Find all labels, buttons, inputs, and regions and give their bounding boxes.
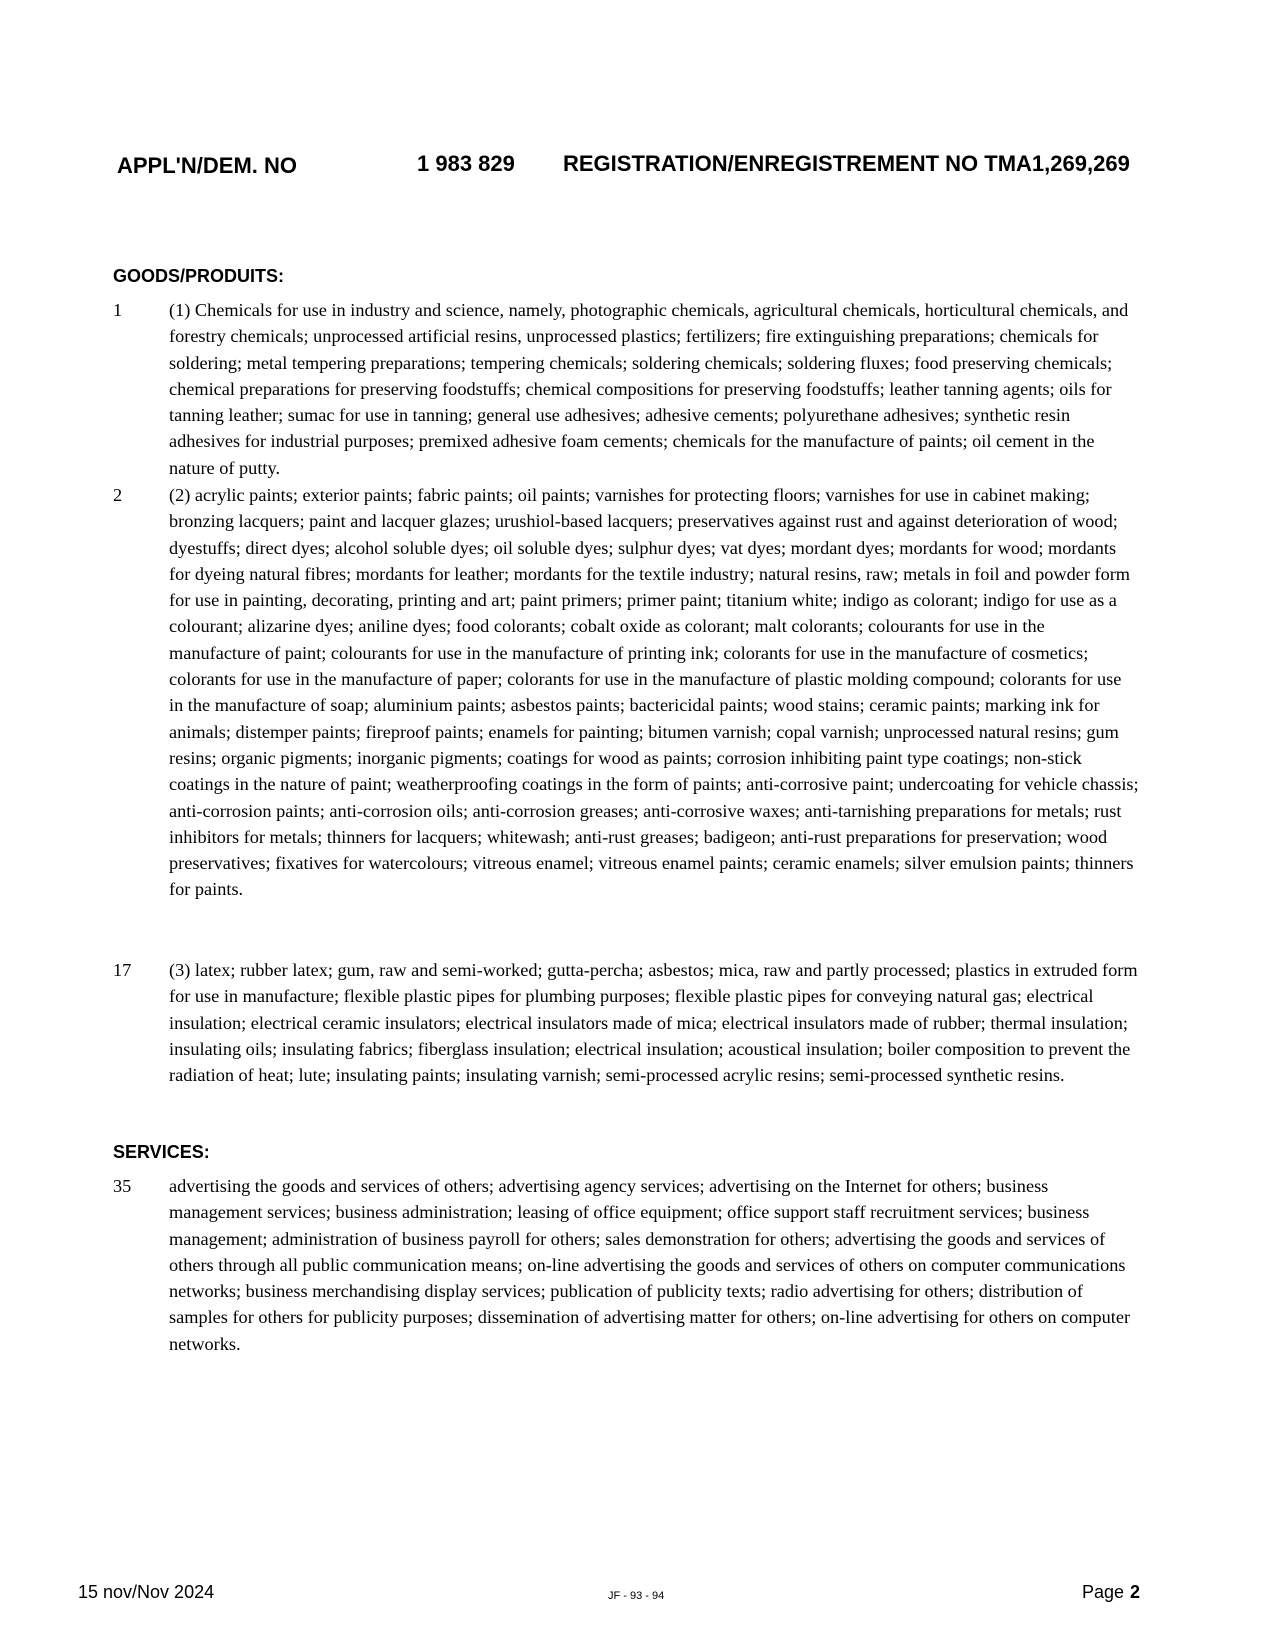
goods-heading: GOODS/PRODUITS:: [113, 266, 285, 286]
registration-number: REGISTRATION/ENREGISTREMENT NO TMA1,269,269: [563, 151, 1130, 176]
nice-class-number: 1: [113, 300, 123, 320]
services-description: advertising the goods and services of others; advertising agency services; advertising on the Internet for others; business management services; business administration; leasing of office equipment; office support staff recruitment services; business management; administration of business payroll for others; sales demonstration for others; advertising the goods and services of others through all public communication means; on-line advertising the goods and services of others on computer communications networks; business merchandising display services; publication of publicity texts; radio advertising for others; distribution of samples for others for publicity purposes; dissemination of advertising matter for others; on-line advertising for others on computer networks.: [169, 1176, 1131, 1354]
application-number: 1 983 829: [417, 151, 515, 176]
goods-entry: [113, 297, 1143, 481]
page-number: 2: [1130, 1582, 1141, 1602]
footer-date: 15 nov/Nov 2024: [78, 1582, 215, 1602]
goods-entry: [113, 482, 1143, 903]
goods-description: (3) latex; rubber latex; gum, raw and semi-worked; gutta-percha; asbestos; mica, raw and partly processed; plastics in extruded form for use in manufacture; flexible plastic pipes for plumbing purposes; flexible plastic pipes for conveying natural gas; electrical insulation; electrical ceramic insulators; electrical insulators made of mica; electrical insulators made of rubber; thermal insulation; insulating oils; insulating fabrics; fiberglass insulation; electrical insulation; acoustical insulation; boiler composition to prevent the radiation of heat; lute; insulating paints; insulating varnish; semi-processed acrylic resins; semi-processed synthetic resins.: [169, 960, 1138, 1086]
page-label: Page: [1082, 1582, 1125, 1602]
goods-entry: [113, 957, 1143, 1088]
nice-class-number: 17: [113, 960, 132, 980]
goods-description: (1) Chemicals for use in industry and science, namely, photographic chemicals, agricultural chemicals, horticultural chemicals, and forestry chemicals; unprocessed artificial resins, unprocessed plastics; fertilizers; fire extinguishing preparations; chemicals for soldering; metal tempering preparations; tempering chemicals; soldering chemicals; soldering fluxes; food preserving chemicals; chemical preparations for preserving foodstuffs; chemical compositions for preserving foodstuffs; leather tanning agents; oils for tanning leather; sumac for use in tanning; general use adhesives; adhesive cements; polyurethane adhesives; synthetic resin adhesives for industrial purposes; premixed adhesive foam cements; chemicals for the manufacture of paints; oil cement in the nature of putty.: [169, 300, 1129, 478]
services-heading: SERVICES:: [113, 1142, 210, 1162]
application-number-label: APPL'N/DEM. NO: [117, 153, 298, 178]
footer-journal-code: JF - 93 - 94: [608, 1590, 665, 1602]
footer-page: [1082, 1582, 1140, 1603]
nice-class-number: 2: [113, 485, 123, 505]
nice-class-number: 35: [113, 1176, 132, 1196]
goods-description: (2) acrylic paints; exterior paints; fabric paints; oil paints; varnishes for protecting floors; varnishes for use in cabinet making; bronzing lacquers; paint and lacquer glazes; urushiol-based lacquers; preservatives against rust and against deterioration of wood; dyestuffs; direct dyes; alcohol soluble dyes; oil soluble dyes; sulphur dyes; vat dyes; mordant dyes; mordants for wood; mordants for dyeing natural fibres; mordants for leather; mordants for the textile industry; natural resins, raw; metals in foil and powder form for use in painting, decorating, printing and art; paint primers; primer paint; titanium white; indigo as colorant; indigo for use as a colourant; alizarine dyes; aniline dyes; food colorants; cobalt oxide as colorant; malt colorants; colourants for use in the manufacture of paint; colourants for use in the manufacture of printing ink; colorants for use in the manufacture of cosmetics; colorants for use in the manufacture of paper; colorants for use in the manufacture of plastic molding compound; colorants for use in the manufacture of soap; aluminium paints; asbestos paints; bactericidal paints; wood stains; ceramic paints; marking ink for animals; distemper paints; fireproof paints; enamels for painting; bitumen varnish; copal varnish; unprocessed natural resins; gum resins; organic pigments; inorganic pigments; coatings for wood as paints; corrosion inhibiting paint type coatings; non-stick coatings in the nature of paint; weatherproofing coatings in the form of paints; anti-corrosive paint; undercoating for vehicle chassis; anti-corrosion paints; anti-corrosion oils; anti-corrosion greases; anti-corrosive waxes; anti-tarnishing preparations for metals; rust inhibitors for metals; thinners for lacquers; whitewash; anti-rust greases; badigeon; anti-rust preparations for preservation; wood preservatives; fixatives for watercolours; vitreous enamel; vitreous enamel paints; ceramic enamels; silver emulsion paints; thinners for paints.: [169, 485, 1139, 900]
services-entry: [113, 1173, 1143, 1357]
